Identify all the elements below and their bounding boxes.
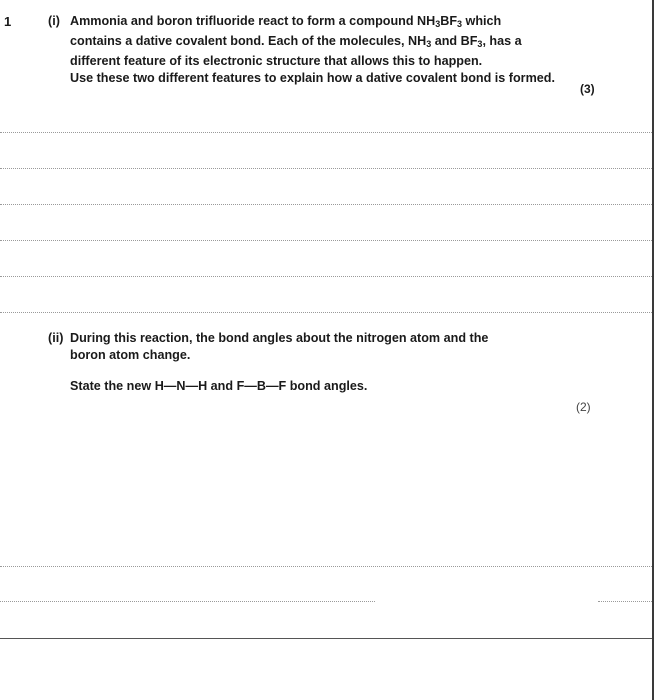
part-ii-label: (ii) (48, 331, 64, 345)
page-edge-line (652, 0, 654, 700)
answer-line[interactable] (0, 566, 652, 567)
part-i-line-1: Ammonia and boron trifluoride react to form a compound $NH_3BF_3$ which (70, 14, 502, 29)
answer-line[interactable] (598, 601, 652, 602)
answer-line[interactable] (0, 132, 652, 133)
part-ii-line-1: During this reaction, the bond angles about the nitrogen atom and the (70, 331, 489, 345)
answer-line[interactable] (0, 240, 652, 241)
question-number: 1 (4, 14, 12, 29)
page-divider (0, 638, 652, 639)
hnh-bond: H—N—H (154, 379, 208, 393)
answer-line[interactable] (0, 204, 652, 205)
part-i-question (70, 13, 630, 87)
answer-line[interactable] (0, 276, 652, 277)
part-ii-marks: (2) (576, 400, 591, 414)
part-i-marks: (3) (580, 82, 595, 96)
answer-line[interactable] (0, 312, 652, 313)
part-ii-question (70, 330, 590, 364)
part-i-line-3: different feature of its electronic structure that allows this to happen. (70, 54, 483, 68)
answer-line[interactable] (0, 601, 375, 602)
part-i-line-2: contains a dative covalent bond. Each of the molecules, $NH_3$ and $BF_3$, has a (70, 34, 522, 49)
answer-line[interactable] (0, 168, 652, 169)
part-ii-instruction: State the new H—N—H and F—B—F bond angles. (70, 379, 368, 393)
part-i-label: (i) (48, 14, 60, 28)
part-ii-line-2: boron atom change. (70, 348, 191, 362)
part-i-line-4: Use these two different features to explain how a dative covalent bond is formed. (70, 71, 555, 85)
fbf-bond: F—B—F (236, 379, 287, 393)
